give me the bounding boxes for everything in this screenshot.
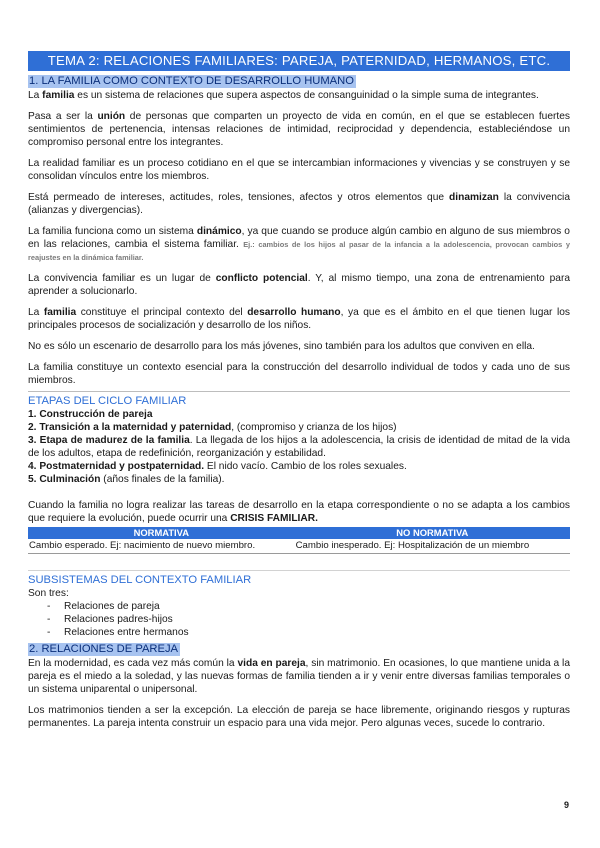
section1-paragraph-3: La realidad familiar es un proceso cotidiano en el que se intercambian informaciones y vivencias y se construyen y se consolidan vínculos entre los miembros.	[28, 158, 570, 182]
crisis-table	[28, 527, 570, 554]
section1-paragraph-2: Pasa a ser la unión de personas que comparten un proyecto de vida en común, en el que se establecen fuertes sentimientos de pertenencia, intensas relaciones de intimidad, reciprocidad y dependencia, estableciéndose un compromiso personal entre los integrantes.	[28, 111, 570, 148]
list-item: 1. Construcción de pareja	[28, 409, 153, 420]
section1-paragraph-7: La familia constituye el principal contexto del desarrollo humano, ya que es el ámbito en el que tienen lugar los principales procesos de socialización y desarrollo de los niños.	[28, 307, 571, 331]
section1-heading: 1. LA FAMILIA COMO CONTEXTO DE DESARROLLO HUMANO	[29, 75, 354, 87]
section2-paragraph-1: En la modernidad, es cada vez más común la vida en pareja, sin matrimonio. En ocasiones, lo que mantiene unida a la pareja es el miedo a la soledad, y las nuevas formas de familia tienden a ir y venir entre diversas familias temporales o un sistema uniparental o unipersonal.	[28, 658, 570, 695]
page-number: 9	[563, 800, 569, 810]
table-cell: Cambio esperado. Ej: nacimiento de nuevo miembro.	[28, 539, 295, 554]
page-content	[28, 51, 570, 738]
table-row	[28, 539, 570, 554]
list-item: 4. Postmaternidad y postpaternidad. El nido vacío. Cambio de los roles sexuales.	[28, 461, 407, 472]
list-item: 5. Culminación (años finales de la familia).	[28, 474, 225, 485]
example-note: Ej.: cambios de los hijos al pasar de la infancia a la adolescencia, provocan cambios y reajustes en la dinámica familiar.	[28, 240, 570, 262]
section1-paragraph-5: La familia funciona como un sistema dinámico, ya que cuando se produce algún cambio en alguno de sus miembros o en las relaciones, cambia el sistema familiar. Ej.: cambios de los hijos al pasar de la infancia a la adolescencia, provocan cambios y reajustes en la dinámica familiar.	[28, 226, 570, 262]
etapas-heading: ETAPAS DEL CICLO FAMILIAR	[28, 391, 570, 408]
section1-paragraph-8: No es sólo un escenario de desarrollo para los más jóvenes, sino también para los adultos que conviven en ella.	[28, 341, 535, 352]
list-item: - Relaciones de pareja	[47, 601, 160, 612]
subsistemas-intro: Son tres:	[28, 588, 69, 599]
list-item: - Relaciones padres-hijos	[47, 614, 173, 625]
section1-paragraph-4: Está permeado de intereses, actitudes, roles, tensiones, afectos y otros elementos que dinamizan la convivencia (alianzas y divergencias).	[28, 192, 570, 216]
list-item: 2. Transición a la maternidad y paternidad, (compromiso y crianza de los hijos)	[28, 422, 397, 433]
chapter-title: TEMA 2: RELACIONES FAMILIARES: PAREJA, PATERNIDAD, HERMANOS, ETC.	[28, 51, 570, 71]
table-cell: Cambio inesperado. Ej: Hospitalización de un miembro	[295, 539, 570, 554]
list-item: 3. Etapa de madurez de la familia. La llegada de los hijos a la adolescencia, la crisis de identidad de mitad de la vida de los adultos, etapa de redefinición, reorganización y estabilidad.	[28, 435, 570, 459]
subsistemas-heading: SUBSISTEMAS DEL CONTEXTO FAMILIAR	[28, 570, 570, 587]
crisis-paragraph: Cuando la familia no logra realizar las tareas de desarrollo en la etapa correspondiente o no se adapta a los cambios que requiere la evolución, puede ocurrir una CRISIS FAMILIAR.	[28, 500, 570, 524]
list-item: - Relaciones entre hermanos	[47, 627, 189, 638]
section2-heading: 2. RELACIONES DE PAREJA	[29, 643, 179, 655]
section2-paragraph-2: Los matrimonios tienden a ser la excepción. La elección de pareja se hace libremente, originando riesgos y rupturas permanentes. La pareja intenta construir un espacio para una vida mejor. Pero algunas veces, sucede lo contrario.	[28, 705, 570, 729]
subsistemas-list	[28, 600, 570, 639]
section1-paragraph-9: La familia constituye un contexto esencial para la construcción del desarrollo individual de todos y cada uno de sus miembros.	[28, 362, 570, 386]
table-header-no-normativa: NO NORMATIVA	[295, 527, 570, 539]
etapas-list	[28, 408, 570, 486]
section1-paragraph-6: La convivencia familiar es un lugar de conflicto potencial. Y, al mismo tiempo, una zona de entrenamiento para aprender a solucionarlo.	[28, 273, 570, 297]
table-header-normativa: NORMATIVA	[28, 527, 295, 539]
section1-paragraph-1: La familia es un sistema de relaciones que supera aspectos de consanguinidad o la simple suma de integrantes.	[28, 90, 539, 101]
